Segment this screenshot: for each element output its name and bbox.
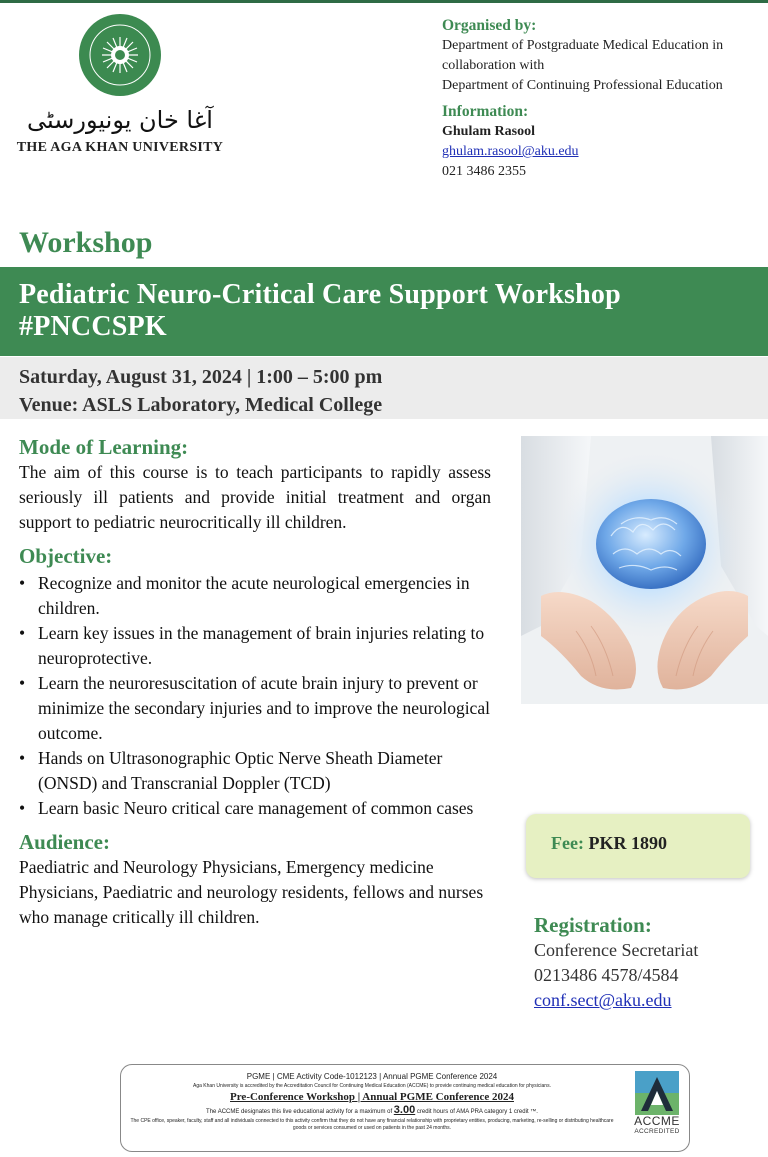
activity-code-line: PGME | CME Activity Code-1012123 | Annual PGME Conference 2024 xyxy=(246,1072,498,1081)
list-item: • Learn key issues in the management of brain injuries relating to neuroprotective. xyxy=(19,621,491,671)
event-venue: Venue: ASLS Laboratory, Medical College xyxy=(19,394,383,416)
date-venue-band xyxy=(0,357,768,419)
accme-mark-icon xyxy=(635,1071,679,1115)
event-category: Workshop xyxy=(19,226,153,259)
mode-heading: Mode of Learning: xyxy=(19,435,189,459)
credit-hours: 3.00 xyxy=(393,1104,416,1116)
list-item: • Recognize and monitor the acute neurological emergencies in children. xyxy=(19,571,491,621)
mode-text: The aim of this course is to teach participants to rapidly assess seriously ill patients and provide initial treatment and organ support to pediatric neurocritically ill children. xyxy=(19,462,491,532)
contact-name: Ghulam Rasool xyxy=(442,124,535,139)
organised-line-3: Department of Continuing Professional Education xyxy=(442,78,723,93)
event-date-time: Saturday, August 31, 2024 | 1:00 – 5:00 pm xyxy=(19,366,383,388)
university-urdu-name: آغا خان یونیورسٹی xyxy=(27,106,213,134)
contact-email-link[interactable]: ghulam.rasool@aku.edu xyxy=(442,144,579,159)
accreditation-statement: Aga Khan University is accredited by the Accreditation Council for Continuing Medical Education (ACCME) to provide continuing medical education for physicians. xyxy=(193,1083,551,1089)
disclosure-statement: The CPE office, speaker, faculty, staff and all individuals connected to this activity confirm that they do not have any financial relationship with proprietary entities, producing, marketing, re-selling or distributing healthcare goods or services consumed or used on patients in the past 24 months. xyxy=(130,1118,614,1131)
accme-accredited: ACCREDITED xyxy=(634,1128,680,1135)
accme-word: ACCME xyxy=(634,1114,680,1128)
contact-phone: 021 3486 2355 xyxy=(442,164,526,179)
university-name: THE AGA KHAN UNIVERSITY xyxy=(16,140,224,155)
hands-brain-image xyxy=(521,436,768,704)
list-item: • Hands on Ultrasonographic Optic Nerve Sheath Diameter (ONSD) and Transcranial Doppler (TCD) xyxy=(19,746,491,796)
event-title: Pediatric Neuro-Critical Care Support Workshop xyxy=(19,279,621,310)
accme-logo xyxy=(629,1071,685,1136)
credit-designation: The ACCME designates this live educational activity for a maximum of 3.00 credit hours of AMA PRA category 1 credit ™. xyxy=(206,1104,538,1116)
accreditation-box xyxy=(120,1064,690,1152)
list-item: • Learn basic Neuro critical care management of common cases xyxy=(19,796,491,821)
organised-line-2: collaboration with xyxy=(442,58,545,73)
aku-seal-icon xyxy=(79,14,161,96)
audience-heading: Audience: xyxy=(19,830,110,854)
title-band xyxy=(0,267,768,356)
registration-heading: Registration: xyxy=(534,913,652,937)
information-label: Information: xyxy=(442,103,529,120)
event-hashtag: #PNCCSPK xyxy=(19,311,167,342)
university-logo-block xyxy=(10,14,230,156)
registration-info xyxy=(534,912,768,1013)
objective-heading: Objective: xyxy=(19,544,113,568)
list-item: • Learn the neuroresuscitation of acute brain injury to prevent or minimize the secondary injuries and to improve the neurological outcome. xyxy=(19,671,491,746)
audience-text: Paediatric and Neurology Physicians, Emergency medicine Physicians, Paediatric and neurology residents, fellows and nurses who manage critically ill children. xyxy=(19,857,484,927)
objective-list xyxy=(19,571,491,821)
fee-box xyxy=(526,814,750,878)
registration-email-link[interactable]: conf.sect@aku.edu xyxy=(534,990,672,1010)
fee-value: PKR 1890 xyxy=(588,833,667,853)
organiser-info xyxy=(442,16,768,182)
fee-label: Fee: xyxy=(551,833,584,853)
details-column xyxy=(19,434,491,930)
registration-phone: 0213486 4578/4584 xyxy=(534,965,679,985)
accreditation-text xyxy=(129,1071,615,1132)
pre-conference-title: Pre-Conference Workshop | Annual PGME Conference 2024 xyxy=(230,1091,514,1103)
top-rule xyxy=(0,0,768,3)
organised-label: Organised by: xyxy=(442,17,537,34)
registration-secretariat: Conference Secretariat xyxy=(534,940,699,960)
organised-line-1: Department of Postgraduate Medical Education in xyxy=(442,38,724,53)
